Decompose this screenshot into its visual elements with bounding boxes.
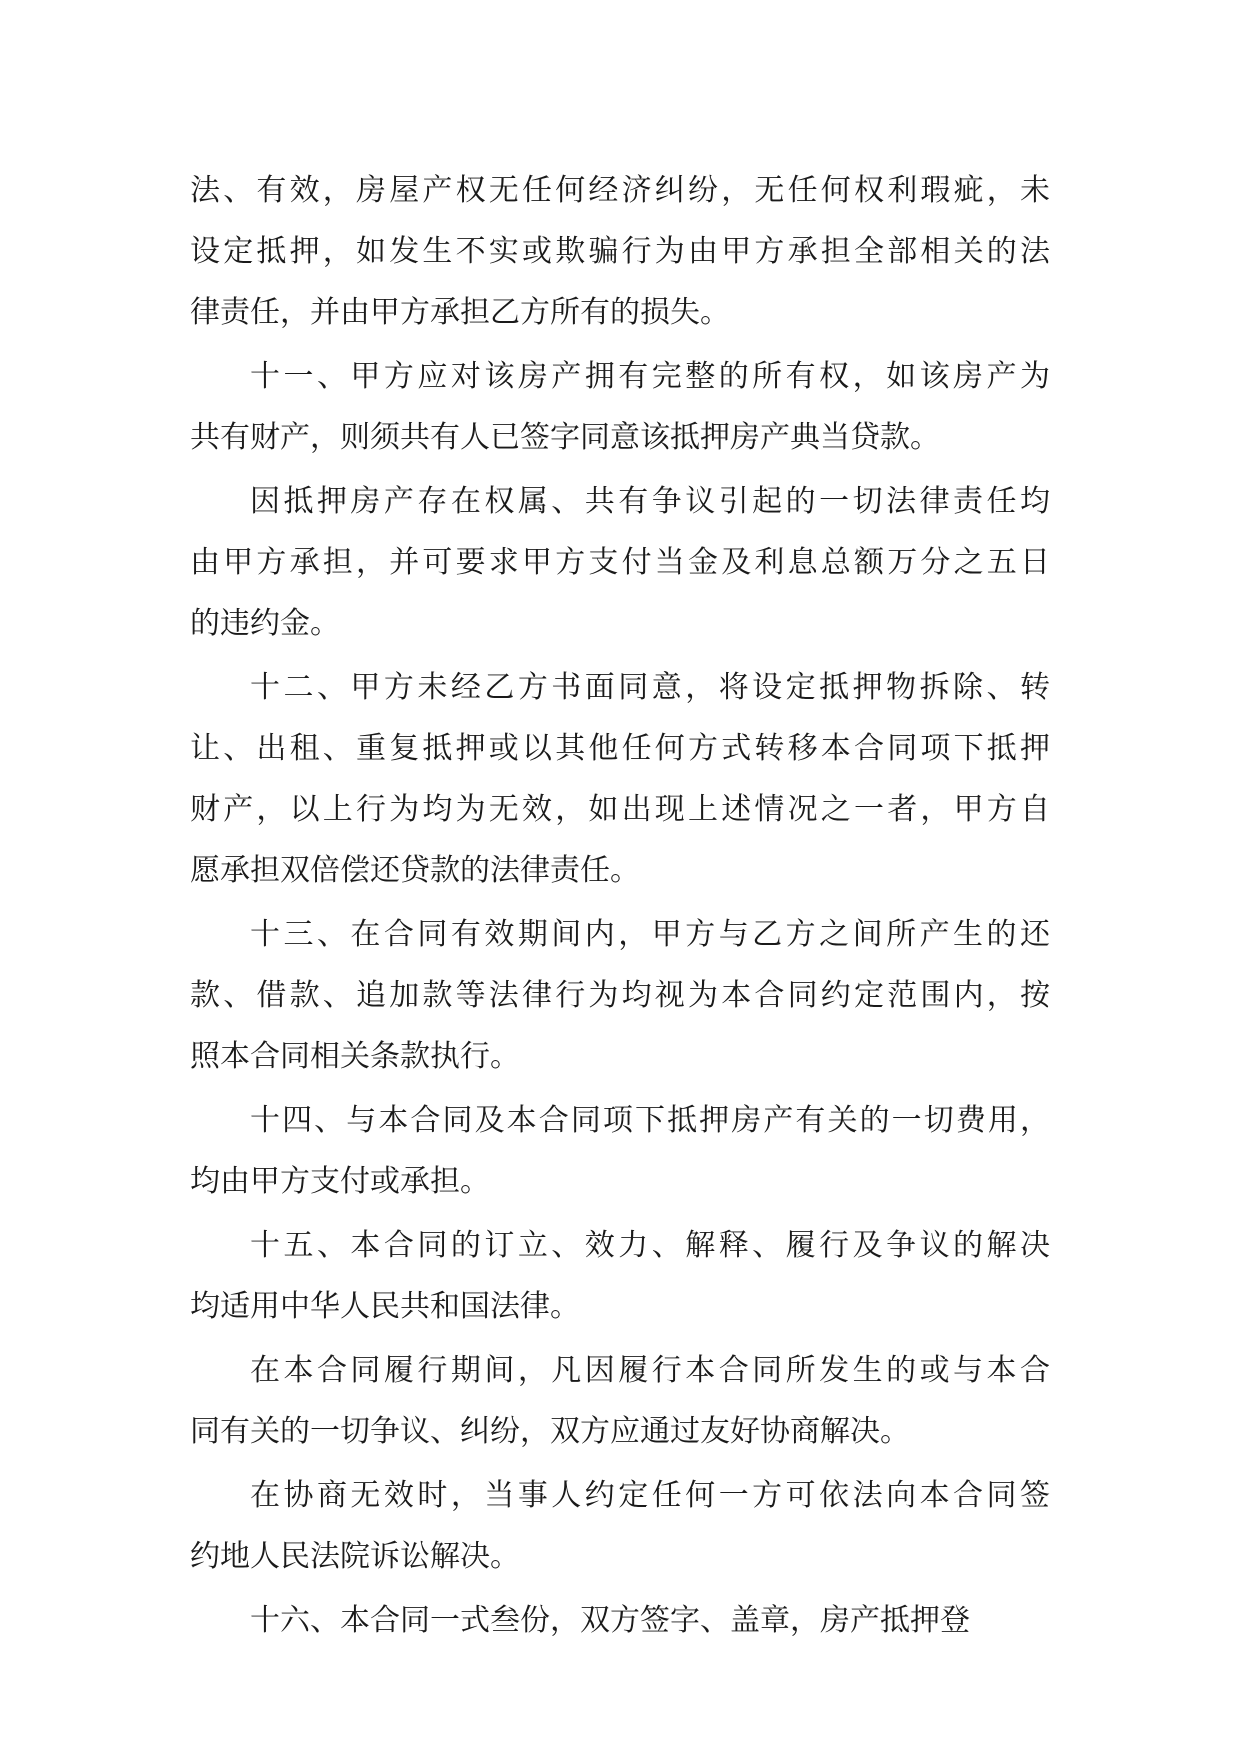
- clause-14-line: 十四、与本合同及本合同项下抵押房产有关的一切费用，: [250, 1103, 1050, 1138]
- paragraph-line: 法、有效，房屋产权无任何经济纠纷，无任何权利瑕疵，未: [190, 173, 1050, 208]
- clause-12-line: 愿承担双倍偿还贷款的法律责任。: [190, 853, 640, 888]
- clause-12-line: 财产，以上行为均为无效，如出现上述情况之一者，甲方自: [190, 792, 1050, 827]
- clause-13-line: 款、借款、追加款等法律行为均视为本合同约定范围内，按: [190, 978, 1050, 1013]
- clause-16-line: 十六、本合同一式叁份，双方签字、盖章，房产抵押登: [250, 1603, 970, 1638]
- paragraph-line: 设定抵押，如发生不实或欺骗行为由甲方承担全部相关的法: [190, 234, 1050, 269]
- clause-14-line: 均由甲方支付或承担。: [190, 1164, 490, 1199]
- paragraph-line: 约地人民法院诉讼解决。: [190, 1539, 520, 1574]
- clause-11-line: 十一、甲方应对该房产拥有完整的所有权，如该房产为: [250, 359, 1050, 394]
- paragraph-line: 因抵押房产存在权属、共有争议引起的一切法律责任均: [250, 484, 1050, 519]
- clause-15-line: 十五、本合同的订立、效力、解释、履行及争议的解决: [250, 1228, 1050, 1263]
- clause-13-line: 照本合同相关条款执行。: [190, 1039, 520, 1074]
- clause-12-line: 十二、甲方未经乙方书面同意，将设定抵押物拆除、转: [250, 670, 1050, 705]
- clause-11-line: 共有财产，则须共有人已签字同意该抵押房产典当贷款。: [190, 420, 940, 455]
- document-body: [190, 160, 1050, 1651]
- paragraph-line: 在协商无效时，当事人约定任何一方可依法向本合同签: [250, 1478, 1050, 1513]
- paragraph-line: 的违约金。: [190, 606, 340, 641]
- clause-12-line: 让、出租、重复抵押或以其他任何方式转移本合同项下抵押: [190, 731, 1050, 766]
- clause-13-line: 十三、在合同有效期间内，甲方与乙方之间所产生的还: [250, 917, 1050, 952]
- paragraph-line: 同有关的一切争议、纠纷，双方应通过友好协商解决。: [190, 1414, 910, 1449]
- paragraph-line: 在本合同履行期间，凡因履行本合同所发生的或与本合: [250, 1353, 1050, 1388]
- paragraph-line: 由甲方承担，并可要求甲方支付当金及利息总额万分之五日: [190, 545, 1050, 580]
- paragraph-line: 律责任，并由甲方承担乙方所有的损失。: [190, 295, 730, 330]
- clause-15-line: 均适用中华人民共和国法律。: [190, 1289, 580, 1324]
